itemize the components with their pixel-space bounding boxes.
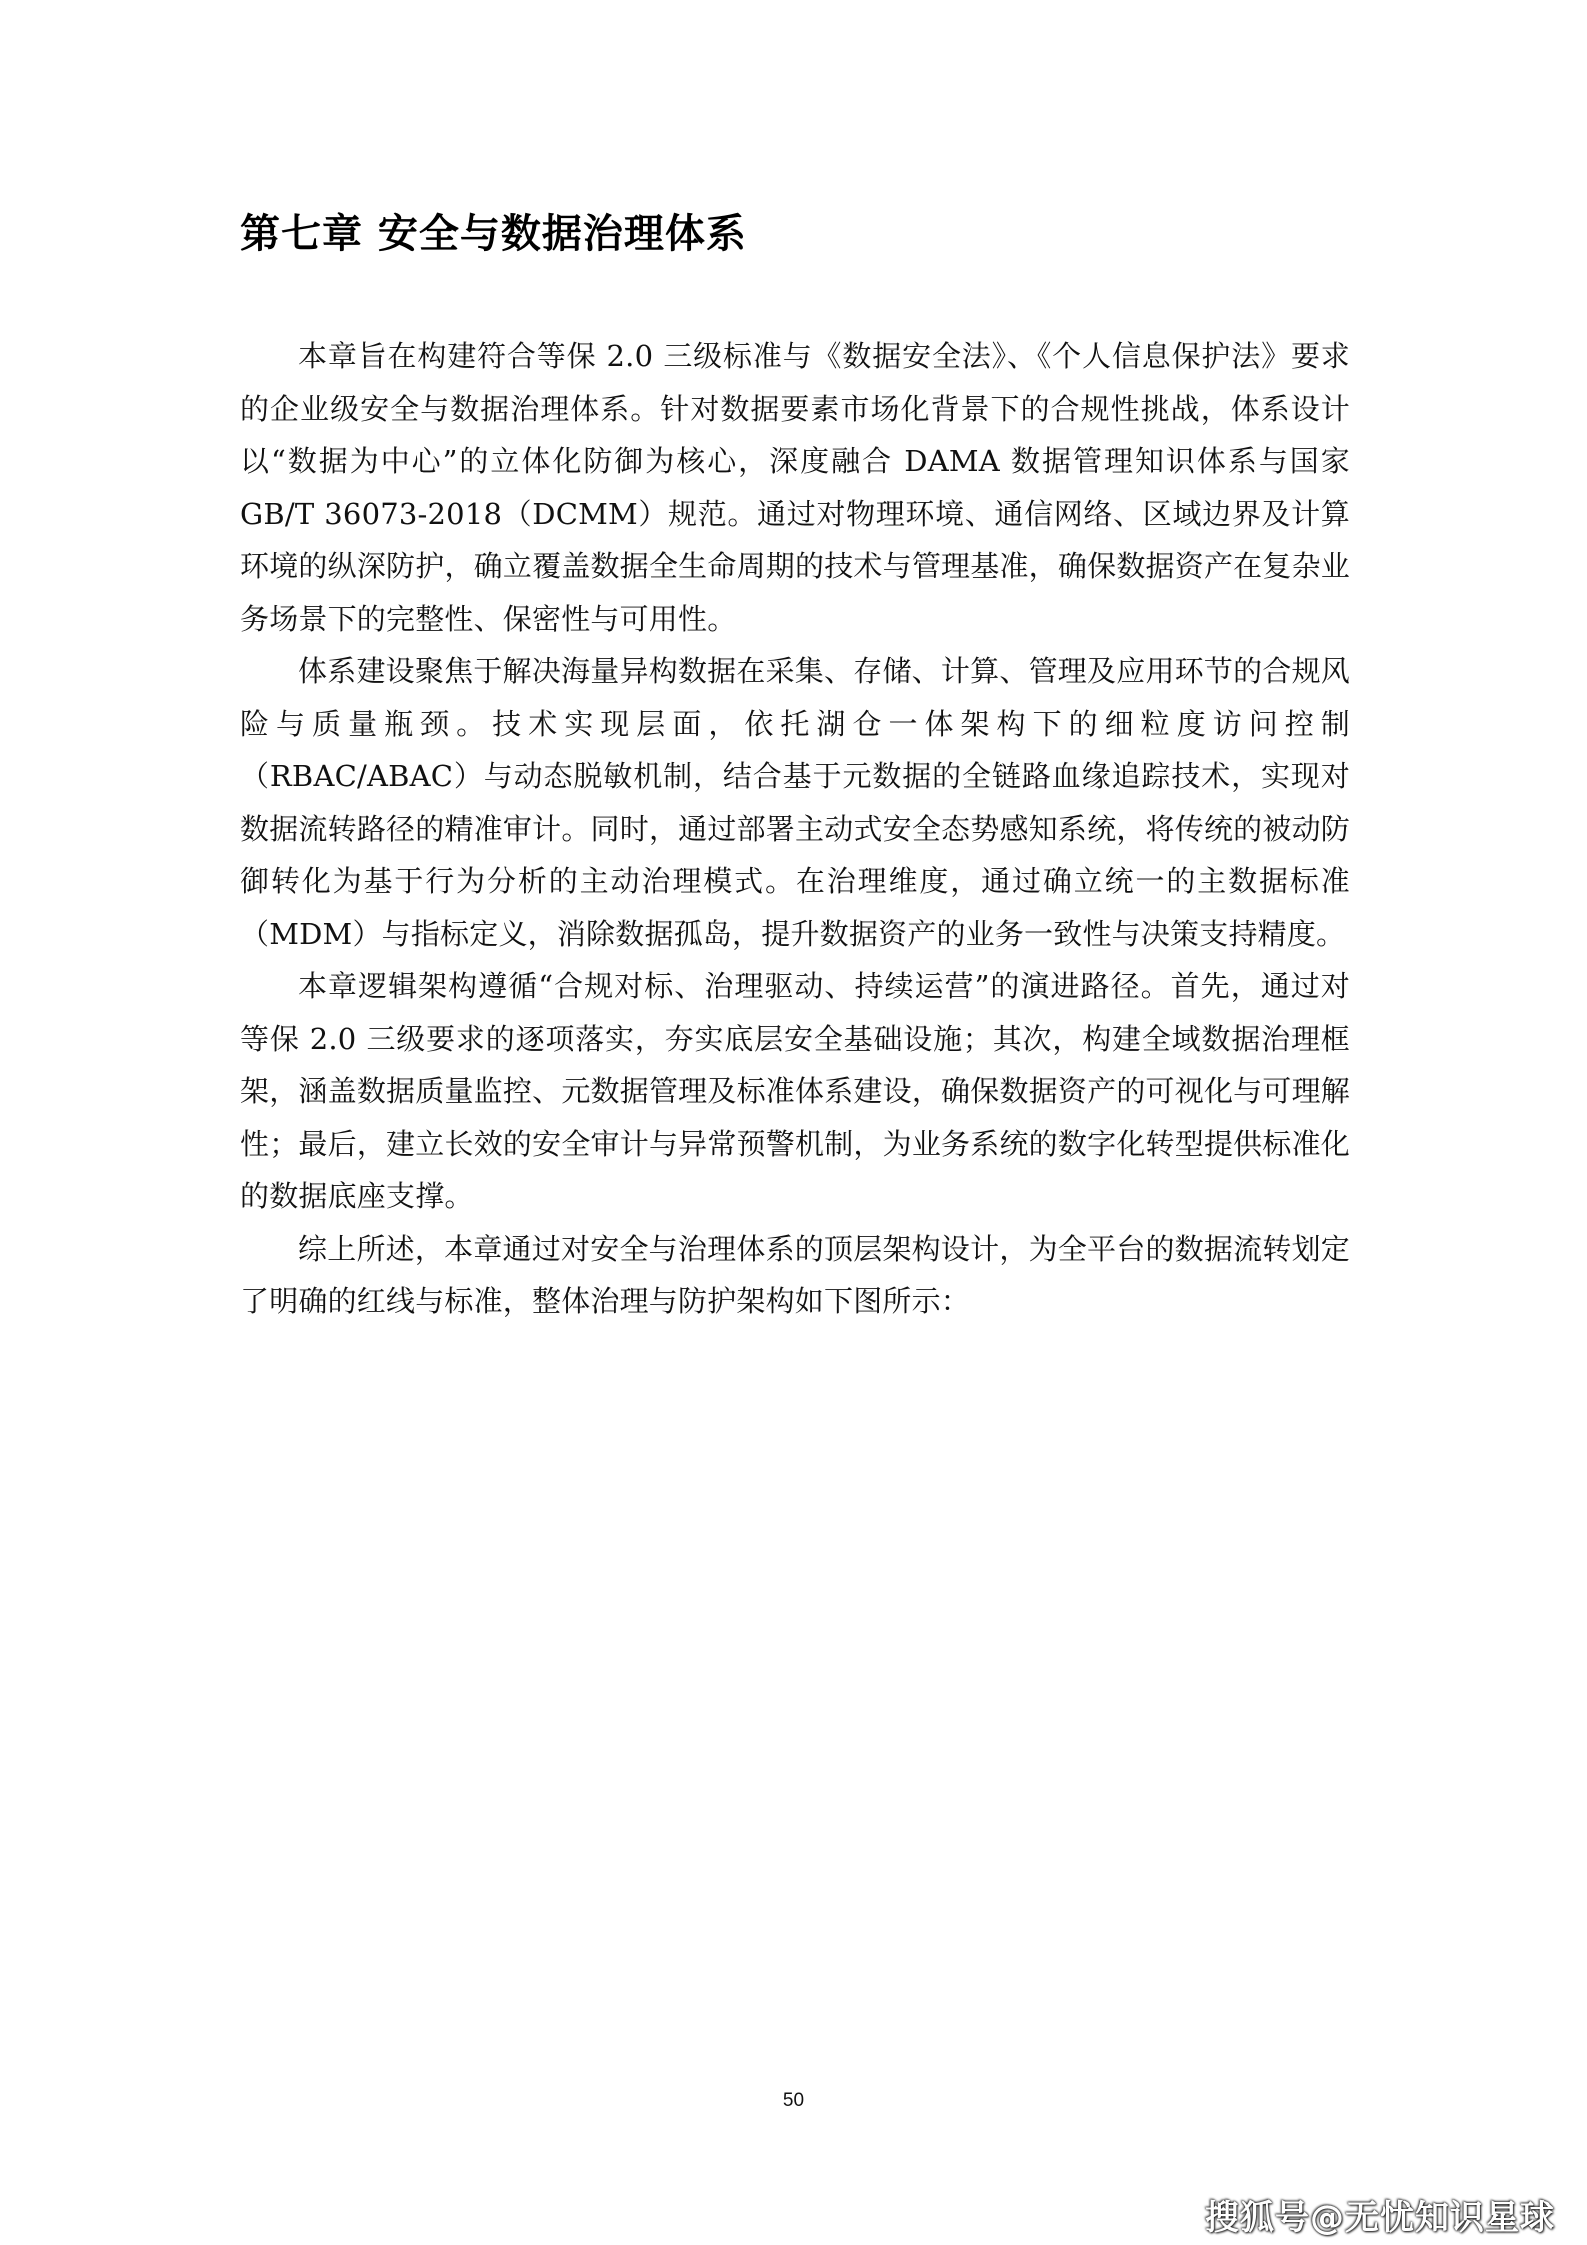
watermark: 搜狐号@无忧知识星球 bbox=[1205, 2198, 1555, 2238]
paragraph-1: 本章旨在构建符合等保 2.0 三级标准与《数据安全法》、《个人信息保护法》要求的企业级安全与数据治理体系。针对数据要素市场化背景下的合规性挑战，体系设计以“数据为中心”的立体化防御为核心，深度融合 DAMA 数据管理知识体系与国家 GB/T 36073-2018（DCMM）规范。通过对物理环境、通信网络、区域边界及计算环境的纵深防护，确立覆盖数据全生命周期的技术与管理基准，确保数据资产在复杂业务场景下的完整性、保密性与可用性。 bbox=[240, 339, 1350, 636]
paragraph-2: 体系建设聚焦于解决海量异构数据在采集、存储、计算、管理及应用环节的合规风险与质量瓶颈。技术实现层面，依托湖仓一体架构下的细粒度访问控制（RBAC/ABAC）与动态脱敏机制，结合基于元数据的全链路血缘追踪技术，实现对数据流转路径的精准审计。同时，通过部署主动式安全态势感知系统，将传统的被动防御转化为基于行为分析的主动治理模式。在治理维度，通过确立统一的主数据标准（MDM）与指标定义，消除数据孤岛，提升数据资产的业务一致性与决策支持精度。 bbox=[240, 654, 1350, 951]
chapter-title: 第七章 安全与数据治理体系 bbox=[240, 211, 747, 257]
paragraph-4: 综上所述，本章通过对安全与治理体系的顶层架构设计，为全平台的数据流转划定了明确的红线与标准，整体治理与防护架构如下图所示： bbox=[240, 1231, 1350, 1318]
paragraph-3: 本章逻辑架构遵循“合规对标、治理驱动、持续运营”的演进路径。首先，通过对等保 2.0 三级要求的逐项落实，夯实底层安全基础设施；其次，构建全域数据治理框架，涵盖数据质量监控、元数据管理及标准体系建设，确保数据资产的可视化与可理解性；最后，建立长效的安全审计与异常预警机制，为业务系统的数字化转型提供标准化的数据底座支撑。 bbox=[240, 969, 1350, 1213]
page-number: 50 bbox=[782, 2090, 805, 2111]
body-text bbox=[240, 330, 1350, 1328]
